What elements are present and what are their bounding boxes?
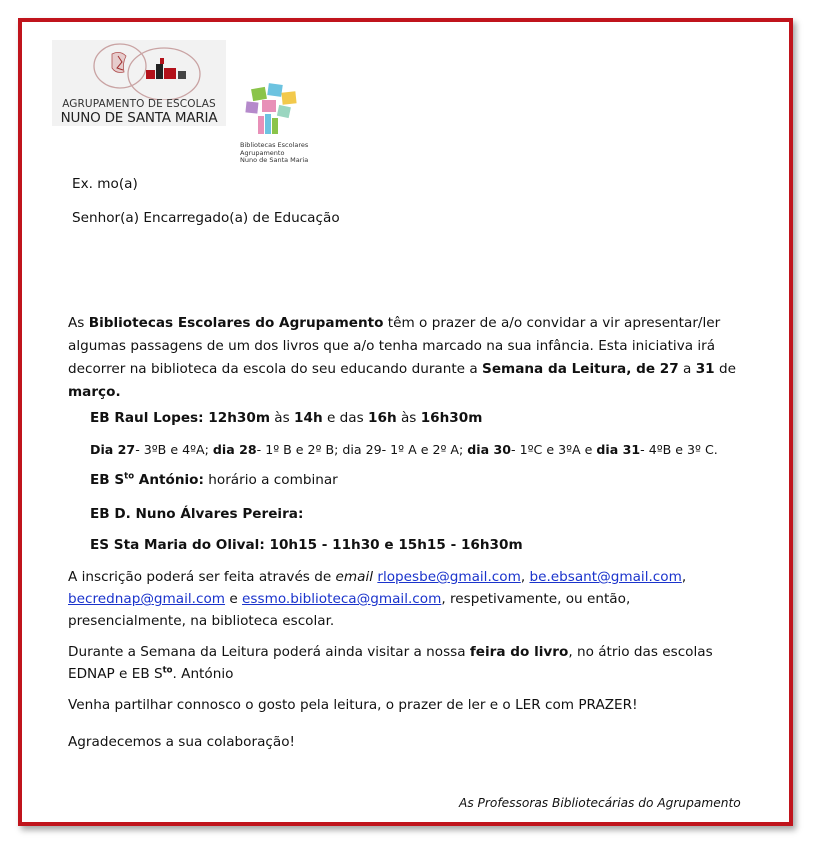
inscricao-t1: A inscrição poderá ser feita através de [68, 569, 336, 585]
santo-t1: horário a combinar [203, 472, 338, 488]
inscricao-line1 [68, 566, 686, 589]
days-b3: dia 30 [467, 442, 512, 457]
bib-caption-1: Bibliotecas Escolares [240, 141, 309, 149]
bibliotecas-logo-caption [240, 142, 308, 165]
santo-b2: António: [134, 472, 204, 488]
raul-b1: EB Raul Lopes: 12h30m [90, 410, 270, 426]
agrupamento-emblem-icon [52, 40, 226, 100]
intro-bold-3: 27 [659, 361, 679, 377]
inscricao-line2 [68, 588, 630, 611]
feira-line1 [68, 641, 713, 664]
feira-t1: Durante a Semana da Leitura poderá ainda visitar a nossa [68, 644, 470, 660]
schedule-eb-santo [90, 469, 338, 492]
nuno-b: EB D. Nuno Álvares Pereira: [90, 506, 304, 522]
feira-t4: . António [172, 666, 234, 682]
intro-bold-4: 31 [695, 361, 715, 377]
inscricao-sep1: , [520, 569, 530, 585]
bib-caption-2: Agrupamento [240, 148, 285, 157]
schedule-es-sta [90, 534, 523, 557]
email-link-rlopesbe[interactable]: rlopesbe@gmail.com [377, 569, 521, 585]
salutation-line2: Senhor(a) Encarregado(a) de Educação [72, 210, 340, 226]
intro-paragraph [68, 312, 772, 404]
days-t1: - 3ºB e 4ºA; [135, 442, 213, 457]
intro-bold-2: Semana da Leitura [482, 361, 627, 377]
feira-sup: to [162, 665, 173, 676]
email-link-ebsant[interactable]: be.ebsant@gmail.com [529, 569, 682, 585]
agrupamento-logo-line2: NUNO DE SANTA MARIA [60, 110, 218, 126]
intro-bold-1: Bibliotecas Escolares do Agrupamento [88, 315, 384, 331]
intro-text-1: As [68, 315, 89, 331]
raul-t3: às [396, 410, 421, 426]
santo-b1: EB S [90, 472, 125, 488]
email-link-essmo[interactable]: essmo.biblioteca@gmail.com [242, 591, 442, 607]
days-t4: - 4ºB e 3º C. [640, 442, 718, 457]
feira-line2 [68, 663, 233, 686]
intro-text-5: de [714, 361, 736, 377]
feira-t3: EDNAP e EB S [68, 666, 163, 682]
raul-t1: às [269, 410, 295, 426]
intro-text-4: a [678, 361, 696, 377]
schedule-eb-raul [90, 407, 482, 430]
inscricao-line3: presencialmente, na biblioteca escolar. [68, 613, 335, 629]
closing-venha: Venha partilhar connosco o gosto pela leitura, o prazer de ler e o LER com PRAZER! [68, 697, 638, 713]
bib-caption-3: Nuno de Santa Maria [240, 156, 309, 164]
intro-text-2: têm o prazer de a/o convidar a vir apresentar/ler algumas passagens de um dos livros que a/o tenha marcado na sua infância. Esta iniciativa irá decorrer na biblioteca da escola do seu educando durante a [68, 315, 721, 377]
days-b1: Dia 27 [90, 442, 136, 457]
inscricao-sep2: , [681, 569, 687, 585]
raul-b4: 16h30m [420, 410, 483, 426]
sta-b: ES Sta Maria do Olival: 10h15 - 11h30 e 15h15 - 16h30m [90, 537, 523, 553]
intro-bold-5: março. [68, 384, 121, 400]
inscricao-t2: , respetivamente, ou então, [441, 591, 631, 607]
closing-agradecemos: Agradecemos a sua colaboração! [68, 734, 295, 750]
salutation-line1: Ex. mo(a) [72, 176, 138, 192]
schedule-days [90, 438, 718, 461]
raul-t2: e das [322, 410, 369, 426]
bibliotecas-logo [238, 80, 338, 170]
email-link-becrednap[interactable]: becrednap@gmail.com [68, 591, 226, 607]
days-t2: - 1º B e 2º B; dia 29- 1º A e 2º A; [256, 442, 468, 457]
agrupamento-logo-line1: AGRUPAMENTO DE ESCOLAS [62, 98, 216, 110]
schedule-eb-nuno [90, 503, 303, 526]
agrupamento-logo [52, 40, 226, 126]
feira-b1: feira do livro [469, 644, 569, 660]
days-b4: dia 31 [596, 442, 641, 457]
intro-text-3: , de [626, 361, 660, 377]
santo-sup: to [124, 471, 135, 482]
raul-b3: 16h [368, 410, 397, 426]
days-t3: - 1ºC e 3ºA e [511, 442, 597, 457]
books-emblem-icon [238, 80, 308, 140]
days-b2: dia 28 [212, 442, 257, 457]
signature: As Professoras Bibliotecárias do Agrupamento [459, 796, 741, 810]
raul-b2: 14h [294, 410, 323, 426]
feira-t2: , no átrio das escolas [568, 644, 713, 660]
inscricao-sep3: e [225, 591, 243, 607]
inscricao-email-word: email [335, 569, 374, 585]
